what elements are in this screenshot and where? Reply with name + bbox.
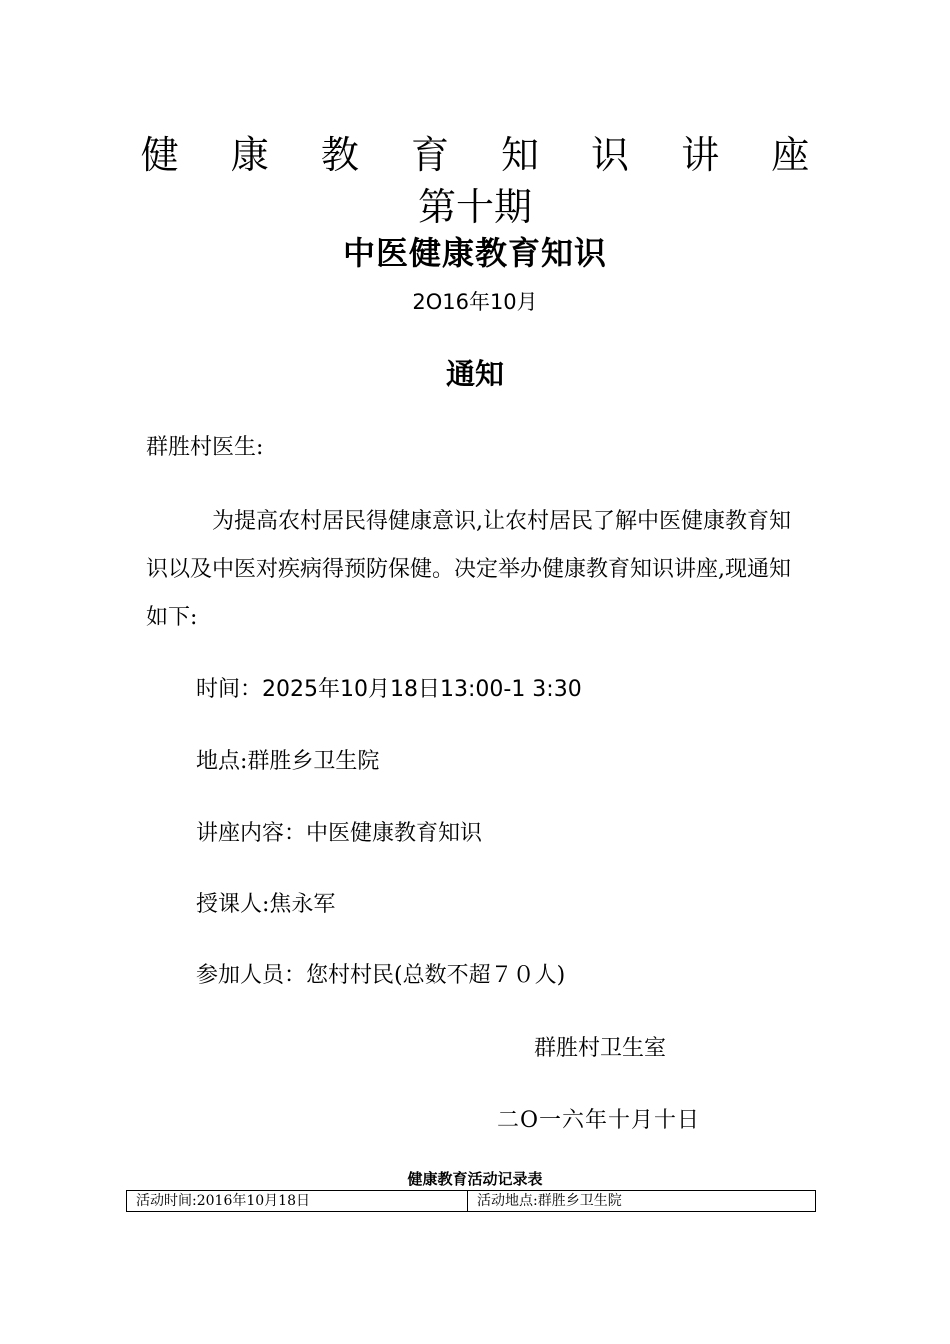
lecture-date: 2O16年10月 — [412, 290, 538, 314]
activity-place-cell: 活动地点:群胜乡卫生院 — [477, 1193, 622, 1209]
notice-lecturer: 授课人:焦永军 — [196, 892, 336, 917]
notice-attendees: 参加人员：您村村民(总数不超７０人) — [196, 963, 566, 988]
record-table-title: 健康教育活动记录表 — [407, 1170, 543, 1188]
lecture-title: 健 康 教 育 知 识 讲 座 — [140, 133, 830, 177]
issue-number: 第十期 — [417, 185, 532, 229]
notice-place: 地点:群胜乡卫生院 — [196, 749, 380, 774]
notice-body: 为提高农村居民得健康意识,让农村居民了解中医健康教育知识以及中医对疾病得预防保健。决定举办健康教育知识讲座,现通知如下: — [146, 509, 791, 630]
notice-salutation: 群胜村医生: — [146, 435, 264, 460]
lecture-subtitle: 中医健康教育知识 — [342, 234, 607, 272]
notice-time: 时间：2025年10月18日13:00-1 3:30 — [196, 677, 582, 702]
record-table — [126, 1190, 816, 1212]
notice-content: 讲座内容：中医健康教育知识 — [196, 821, 483, 846]
notice-heading: 通知 — [445, 357, 504, 391]
signature-organization: 群胜村卫生室 — [534, 1036, 667, 1061]
signature-date: 二O一六年十月十日 — [497, 1108, 701, 1133]
activity-time-cell: 活动时间:2016年10月18日 — [127, 1191, 468, 1211]
